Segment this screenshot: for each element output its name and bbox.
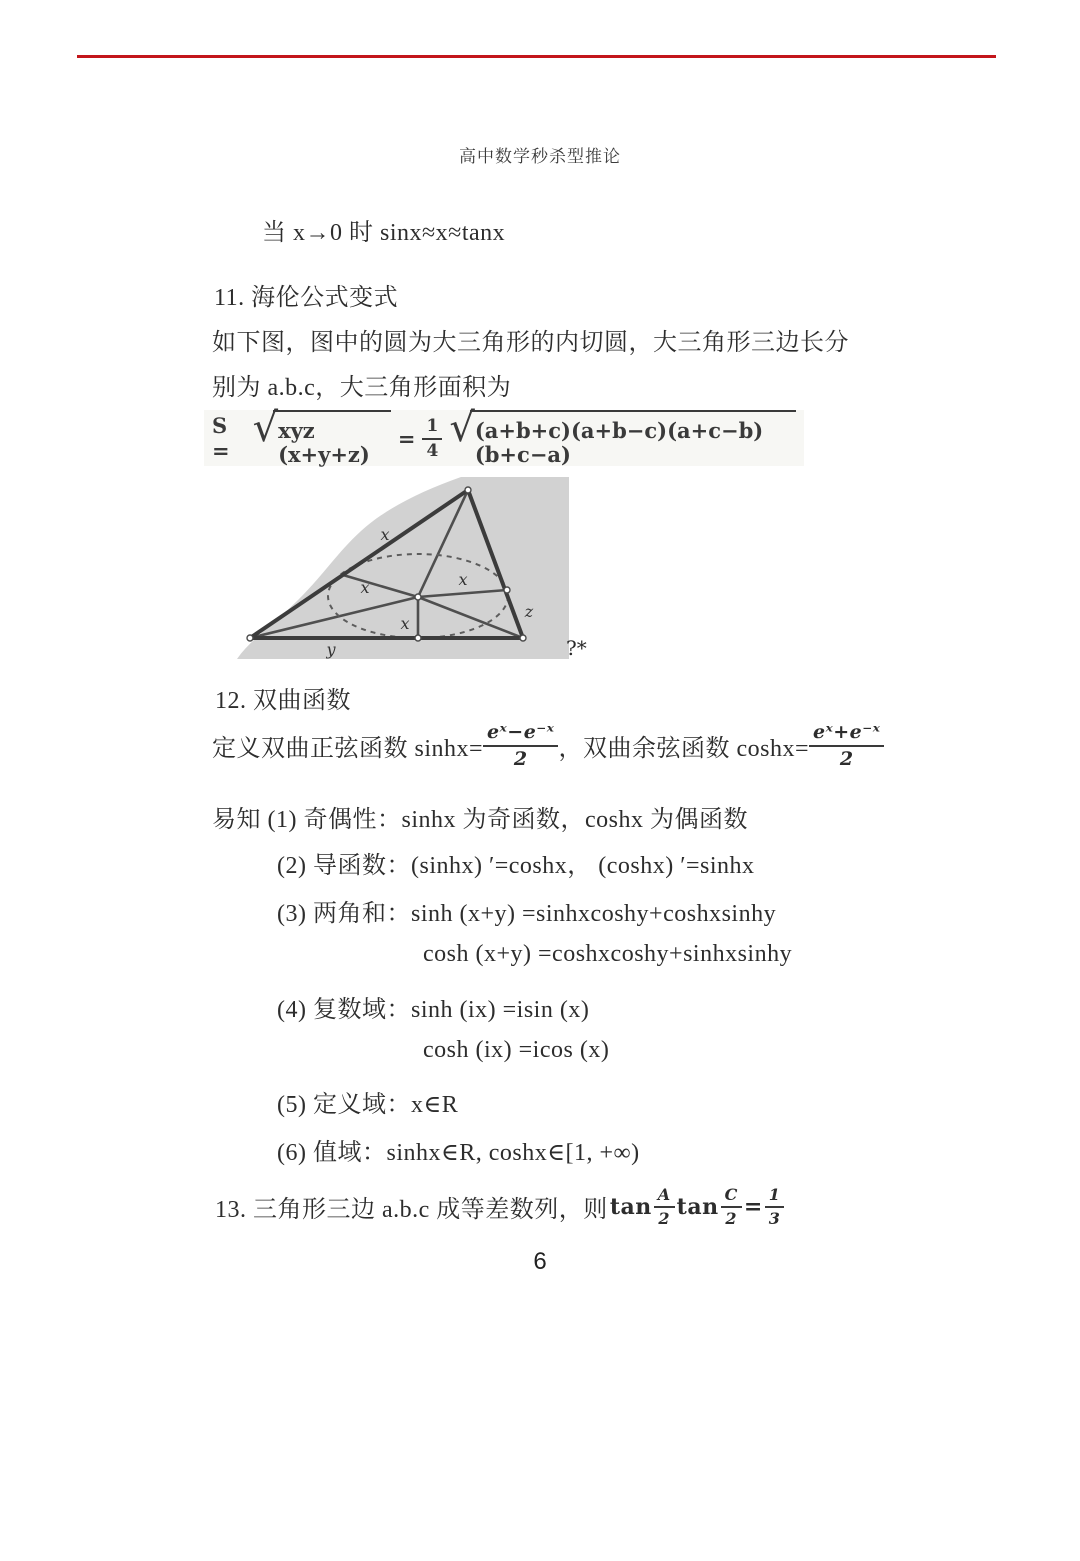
- property-5-domain: (5) 定义域：x∈R: [277, 1092, 459, 1118]
- coefficient-fraction: $\frac{1}{4}$: [422, 417, 442, 460]
- property-1-parity: 易知 (1) 奇偶性：sinhx 为奇函数，coshx 为偶函数: [212, 807, 748, 833]
- intro-line: 当 x→0 时 sinx≈x≈tanx: [262, 220, 506, 246]
- equals-sign: =: [743, 1193, 763, 1220]
- property-6-range: (6) 值域：sinhx∈R, coshx∈[1, +∞): [277, 1140, 640, 1166]
- section-11-body-line-1: 如下图，图中的圆为大三角形的内切圆，大三角形三边长分: [212, 330, 849, 356]
- definition-part-2: ，双曲余弦函数 coshx=: [558, 736, 809, 762]
- property-2-derivative: (2) 导函数：(sinhx) ′=coshx， (coshx) ′=sinhx: [277, 853, 755, 879]
- radical-sign: √: [252, 405, 279, 452]
- incircle-triangle-figure: [213, 477, 569, 659]
- hyperbolic-definition: [212, 722, 884, 769]
- section-13-line: [215, 1186, 784, 1227]
- radical-2: [449, 405, 796, 467]
- fraction-a-half: $\frac{A}{2}$: [654, 1186, 675, 1227]
- definition-part-1: 定义双曲正弦函数 sinhx=: [212, 736, 484, 762]
- property-4-complex-cosh: cosh (ix) =icos (x): [423, 1037, 610, 1063]
- radical-1: [252, 405, 391, 467]
- section-11-body-line-2: 别为 a.b.c，大三角形面积为: [212, 375, 512, 401]
- label-inner-right: x: [458, 570, 468, 589]
- fraction-c-half: $\frac{C}{2}$: [721, 1186, 742, 1227]
- section-12-heading: 12. 双曲函数: [215, 688, 351, 714]
- label-side-right: z: [524, 602, 534, 621]
- formula-equals: =: [397, 425, 416, 451]
- label-inner-bottom: x: [400, 614, 410, 633]
- label-inner-left: x: [360, 578, 370, 597]
- label-base: y: [326, 640, 336, 659]
- figure-mark: ?*: [566, 636, 587, 660]
- heron-formula: [204, 405, 804, 467]
- property-3-angle-sum-sinh: (3) 两角和：sinh (x+y) =sinhxcoshy+coshxsinhy: [277, 901, 777, 927]
- fraction-one-third: $\frac{1}{3}$: [765, 1186, 785, 1227]
- section-13-prefix: 13. 三角形三边 a.b.c 成等差数列，则: [215, 1197, 608, 1223]
- label-side-ab: x: [380, 525, 390, 544]
- sinh-fraction: $\frac{\text{eˣ−e⁻ˣ}}{2}$: [483, 722, 558, 769]
- property-4-complex-sinh: (4) 复数域：sinh (ix) =isin (x): [277, 997, 590, 1023]
- top-red-rule: [77, 55, 996, 58]
- radicand-1: xyz (x+y+z): [273, 410, 391, 465]
- property-3-angle-sum-cosh: cosh (x+y) =coshxcoshy+sinhxsinhy: [423, 941, 793, 967]
- page-number: 6: [533, 1248, 547, 1275]
- page-title: 高中数学秒杀型推论: [459, 147, 621, 166]
- tan-1: tan: [609, 1193, 652, 1220]
- formula-lhs: S =: [212, 413, 230, 463]
- section-11-heading: 11. 海伦公式变式: [214, 285, 399, 311]
- radicand-2: (a+b+c)(a+b−c)(a+c−b)(b+c−a): [470, 410, 796, 465]
- radical-sign: √: [449, 405, 475, 452]
- cosh-fraction: $\frac{\text{eˣ+e⁻ˣ}}{2}$: [809, 722, 884, 769]
- tan-2: tan: [676, 1193, 719, 1220]
